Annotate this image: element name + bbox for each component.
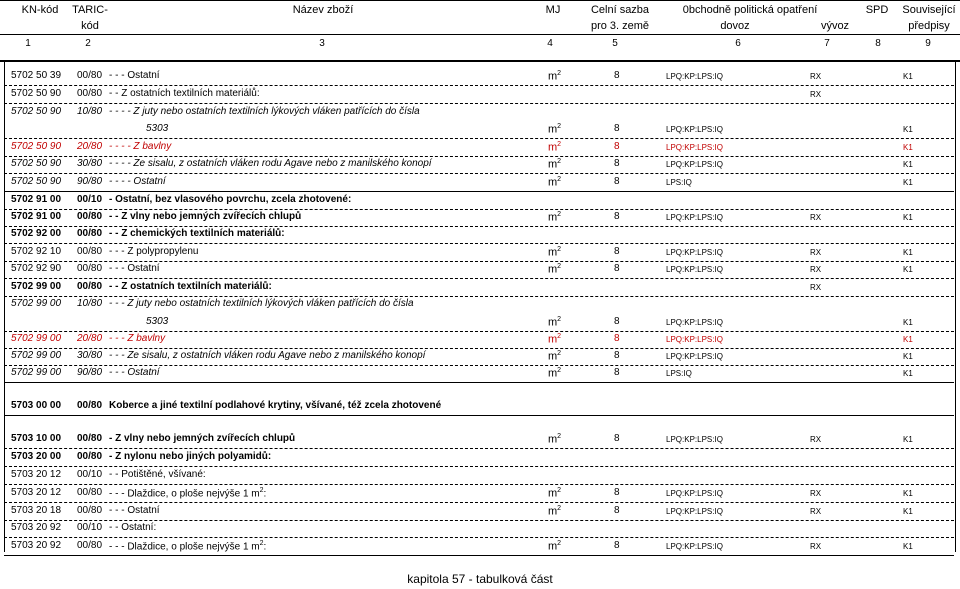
goods-description-text: - - - - Z bavlny [109,141,172,152]
measure-unit [548,158,561,171]
measure-unit-base: m [548,316,558,329]
table-row [0,173,960,191]
measure-unit-exponent: 2 [557,487,562,494]
table-row [0,313,960,331]
header-obchodne-politicka: 0bchodně politická opatření [682,4,818,16]
goods-description [109,141,171,152]
related-regulations: K1 [903,265,913,274]
kn-code: 5702 50 90 [11,176,62,187]
taric-code: 00/80 [77,400,103,411]
related-regulations: K1 [903,542,913,551]
header-pro-3-zeme: pro 3. země [590,20,650,32]
taric-code: 00/80 [77,246,103,257]
related-regulations: K1 [903,335,913,344]
related-regulations: K1 [903,318,913,327]
measure-unit-base: m [548,141,558,154]
table-row [0,103,960,121]
export-measures: RX [810,507,822,516]
goods-description-text: - - - Ostatní [109,70,160,81]
import-measures: LPQ:KP:LPS:IQ [666,160,723,169]
measure-unit-base: m [548,70,558,83]
import-measures: LPQ:KP:LPS:IQ [666,213,723,222]
goods-description [109,176,166,187]
taric-code: 20/80 [77,333,103,344]
goods-description [109,158,432,169]
duty-rate: 8 [614,141,620,152]
header-spd: SPD [865,4,889,16]
measure-unit-exponent: 2 [557,211,562,218]
kn-code: 5703 20 18 [11,505,62,516]
goods-description [109,106,420,117]
import-measures: LPQ:KP:LPS:IQ [666,248,723,257]
goods-description-text: - - - - Ostatní [109,176,166,187]
measure-unit-exponent: 2 [557,333,562,340]
goods-description-text: - - Z chemických textilních materiálů: [109,228,285,239]
column-number-1: 1 [25,38,31,49]
goods-description [109,350,425,361]
column-number-5: 5 [612,38,618,49]
column-number-3: 3 [319,38,325,49]
table-row [0,85,960,103]
table-row [0,225,960,243]
taric-code: 00/80 [77,211,103,222]
kn-code: 5703 20 00 [11,451,62,462]
header-top-rule [0,0,960,1]
related-regulations: K1 [903,369,913,378]
taric-code: 00/80 [77,487,103,498]
kn-code: 5702 92 10 [11,246,62,257]
goods-description-text: - - - Ostatní [109,505,160,516]
related-regulations: K1 [903,125,913,134]
goods-description [109,505,160,516]
taric-code: 30/80 [77,350,103,361]
measure-unit-exponent: 2 [557,263,562,270]
kn-code: 5702 99 00 [11,333,62,344]
measure-unit-exponent: 2 [557,141,562,148]
duty-rate: 8 [614,211,620,222]
duty-rate: 8 [614,158,620,169]
import-measures: LPS:IQ [666,369,692,378]
column-number-7: 7 [824,38,830,49]
taric-code: 00/10 [77,469,103,480]
duty-rate: 8 [614,540,620,551]
header-nazev-zbozi: Název zboží [292,4,354,16]
measure-unit-base: m [548,333,558,346]
related-regulations: K1 [903,489,913,498]
goods-description-text: - Ostatní, bez vlasového povrchu, zcela zhotovené: [109,194,352,205]
table-row [0,330,960,348]
goods-description-text: - - - - Ze sisalu, z ostatních vláken rodu Agave nebo z manilského konopí [109,158,432,169]
table-row [0,67,960,85]
taric-code: 90/80 [77,176,103,187]
import-measures: LPQ:KP:LPS:IQ [666,435,723,444]
goods-description [109,367,160,378]
goods-description-text: - - - Dlaždice, o ploše nejvýše 1 m [109,488,260,500]
taric-code: 00/10 [77,194,103,205]
export-measures: RX [810,489,822,498]
goods-description-text: - - - Z bavlny [109,333,166,344]
goods-description [109,194,351,205]
measure-unit-base: m [548,263,558,276]
kn-code: 5702 50 90 [11,141,62,152]
goods-description-text: - - Z ostatních textilních materiálů: [109,281,272,292]
kn-code: 5703 20 12 [11,487,62,498]
kn-code: 5702 50 90 [11,88,62,99]
taric-code: 00/80 [77,88,103,99]
table-row [0,278,960,296]
header-celni-sazba: Celní sazba [590,4,650,16]
goods-description [146,316,168,327]
measure-unit-exponent: 2 [557,316,562,323]
table-row [0,191,960,209]
table-row [0,243,960,261]
table-row [0,537,960,555]
goods-description [109,70,160,81]
header-bottom-rule [0,60,960,62]
table-row [0,448,960,466]
header-kn-kod: KN-kód [21,4,59,16]
related-regulations: K1 [903,160,913,169]
goods-description-text: - - Z ostatních textilních materiálů: [109,88,260,99]
table-row [0,347,960,365]
goods-description-text: - - - Ostatní [109,263,160,274]
table-row [0,295,960,313]
duty-rate: 8 [614,316,620,327]
duty-rate: 8 [614,70,620,81]
header-mj: MJ [545,4,561,16]
goods-description [109,469,206,480]
measure-unit [548,123,561,136]
measure-unit-exponent: 2 [557,70,562,77]
column-number-9: 9 [925,38,931,49]
taric-code: 10/80 [77,106,103,117]
header-taric: TARIC- [72,4,108,16]
export-measures: RX [810,283,822,292]
measure-unit-exponent: 2 [557,246,562,253]
description-suffix: : [263,541,267,553]
kn-code: 5702 91 00 [11,211,62,222]
kn-code: 5703 20 92 [11,522,62,533]
measure-unit [548,350,561,363]
goods-description-text: - - - Z polypropylenu [109,246,199,257]
export-measures: RX [810,265,822,274]
table-row [0,260,960,278]
header-taric-kod: kód [81,20,99,32]
measure-unit [548,505,561,518]
measure-unit [548,540,561,553]
export-measures: RX [810,72,822,81]
measure-unit [548,141,561,154]
goods-description [109,281,272,292]
goods-description [146,123,168,134]
column-number-2: 2 [85,38,91,49]
measure-unit-exponent: 2 [557,176,562,183]
table-row [0,519,960,537]
goods-description [109,246,198,257]
taric-code: 00/80 [77,540,103,551]
goods-description-text: - - - Dlaždice, o ploše nejvýše 1 m [109,541,260,553]
goods-description-text: - Z nylonu nebo jiných polyamidů: [109,451,272,462]
goods-description-text: 5303 [146,316,169,327]
related-regulations: K1 [903,178,913,187]
measure-unit-base: m [548,350,558,363]
duty-rate: 8 [614,350,620,361]
import-measures: LPQ:KP:LPS:IQ [666,125,723,134]
table-row [0,466,960,484]
duty-rate: 8 [614,487,620,498]
export-measures: RX [810,542,822,551]
header-dovoz: dovoz [720,20,750,32]
measure-unit [548,211,561,224]
measure-unit-base: m [548,158,558,171]
row-separator-solid [4,555,954,556]
goods-description [109,522,156,533]
measure-unit-exponent: 2 [557,123,562,130]
kn-code: 5702 99 00 [11,367,62,378]
table-row [0,484,960,502]
goods-description-text: - - - Z juty nebo ostatních textilních lýkových vláken patřících do čísla [109,298,414,309]
duty-rate: 8 [614,367,620,378]
kn-code: 5703 00 00 [11,400,62,411]
taric-code: 00/10 [77,522,103,533]
export-measures: RX [810,435,822,444]
duty-rate: 8 [614,123,620,134]
goods-description [109,88,260,99]
row-separator-solid [4,382,954,383]
header-souvisejici: Související [902,4,956,16]
measure-unit-base: m [548,367,558,380]
goods-description [109,211,301,222]
export-measures: RX [810,90,822,99]
goods-description-text: - - Ostatní: [109,522,157,533]
goods-description [109,451,271,462]
import-measures: LPQ:KP:LPS:IQ [666,352,723,361]
related-regulations: K1 [903,213,913,222]
header-predpisy: předpisy [908,20,950,32]
page-footer: kapitola 57 - tabulková část [407,572,553,586]
taric-code: 90/80 [77,367,103,378]
related-regulations: K1 [903,143,913,152]
measure-unit [548,433,561,446]
column-number-4: 4 [547,38,553,49]
measure-unit-base: m [548,487,558,500]
taric-code: 00/80 [77,70,103,81]
goods-description [109,540,266,552]
goods-description-text: - Z vlny nebo jemných zvířecích chlupů [109,433,296,444]
row-separator-solid [4,415,954,416]
table-row [0,430,960,448]
measure-unit [548,176,561,189]
kn-code: 5702 91 00 [11,194,62,205]
taric-code: 00/80 [77,451,103,462]
goods-description-text: - - Z vlny nebo jemných zvířecích chlupů [109,211,302,222]
area-unit-exponent: 2 [259,540,264,547]
measure-unit-exponent: 2 [557,540,562,547]
kn-code: 5703 20 92 [11,540,62,551]
import-measures: LPQ:KP:LPS:IQ [666,507,723,516]
table-row [0,397,960,415]
measure-unit-exponent: 2 [557,158,562,165]
description-suffix: : [263,488,267,500]
kn-code: 5702 50 90 [11,158,62,169]
measure-unit-exponent: 2 [557,367,562,374]
goods-description [109,298,414,309]
area-unit-exponent: 2 [259,487,264,494]
measure-unit [548,316,561,329]
taric-code: 10/80 [77,298,103,309]
table-row [0,364,960,382]
import-measures: LPQ:KP:LPS:IQ [666,143,723,152]
duty-rate: 8 [614,263,620,274]
measure-unit [548,367,561,380]
export-measures: RX [810,248,822,257]
column-number-6: 6 [735,38,741,49]
import-measures: LPS:IQ [666,178,692,187]
measure-unit-base: m [548,246,558,259]
measure-unit-exponent: 2 [557,505,562,512]
taric-code: 30/80 [77,158,103,169]
measure-unit-base: m [548,505,558,518]
related-regulations: K1 [903,248,913,257]
goods-description-text: - - - - Z juty nebo ostatních textilních lýkových vláken patřících do čísla [109,106,420,117]
taric-code: 00/80 [77,263,103,274]
duty-rate: 8 [614,176,620,187]
measure-unit [548,263,561,276]
taric-code: 00/80 [77,433,103,444]
goods-description [109,263,160,274]
measure-unit-base: m [548,211,558,224]
measure-unit-base: m [548,433,558,446]
related-regulations: K1 [903,435,913,444]
import-measures: LPQ:KP:LPS:IQ [666,72,723,81]
goods-description-text: 5303 [146,123,169,134]
taric-code: 00/80 [77,228,103,239]
measure-unit [548,70,561,83]
goods-description-text: - - - Ze sisalu, z ostatních vláken rodu Agave nebo z manilského konopí [109,350,426,361]
kn-code: 5702 50 39 [11,70,62,81]
kn-code: 5702 50 90 [11,106,62,117]
import-measures: LPQ:KP:LPS:IQ [666,489,723,498]
import-measures: LPQ:KP:LPS:IQ [666,335,723,344]
table-row [0,208,960,226]
import-measures: LPQ:KP:LPS:IQ [666,318,723,327]
kn-code: 5702 99 00 [11,281,62,292]
duty-rate: 8 [614,433,620,444]
table-header [0,0,960,62]
goods-description [109,433,295,444]
measure-unit [548,246,561,259]
goods-description-text: - - - Ostatní [109,367,160,378]
duty-rate: 8 [614,246,620,257]
measure-unit-exponent: 2 [557,350,562,357]
goods-description [109,487,266,499]
export-measures: RX [810,213,822,222]
related-regulations: K1 [903,507,913,516]
goods-description-text: - - Potištěné, všívané: [109,469,206,480]
goods-description [109,333,165,344]
goods-description [109,400,441,411]
taric-code: 00/80 [77,505,103,516]
column-number-8: 8 [875,38,881,49]
goods-description [109,228,285,239]
header-vyvoz: vývoz [820,20,850,32]
table-row [0,120,960,138]
import-measures: LPQ:KP:LPS:IQ [666,542,723,551]
measure-unit-base: m [548,176,558,189]
kn-code: 5702 92 90 [11,263,62,274]
kn-code: 5702 92 00 [11,228,62,239]
taric-code: 00/80 [77,281,103,292]
header-mid-rule [0,34,960,35]
measure-unit [548,487,561,500]
related-regulations: K1 [903,352,913,361]
table-row [0,502,960,520]
duty-rate: 8 [614,505,620,516]
measure-unit-exponent: 2 [557,433,562,440]
import-measures: LPQ:KP:LPS:IQ [666,265,723,274]
duty-rate: 8 [614,333,620,344]
kn-code: 5703 20 12 [11,469,62,480]
table-row [0,155,960,173]
related-regulations: K1 [903,72,913,81]
kn-code: 5702 99 00 [11,350,62,361]
measure-unit [548,333,561,346]
table-row [0,138,960,156]
measure-unit-base: m [548,540,558,553]
taric-code: 20/80 [77,141,103,152]
kn-code: 5702 99 00 [11,298,62,309]
measure-unit-base: m [548,123,558,136]
kn-code: 5703 10 00 [11,433,62,444]
goods-description-text: Koberce a jiné textilní podlahové krytiny, všívané, též zcela zhotovené [109,400,442,411]
